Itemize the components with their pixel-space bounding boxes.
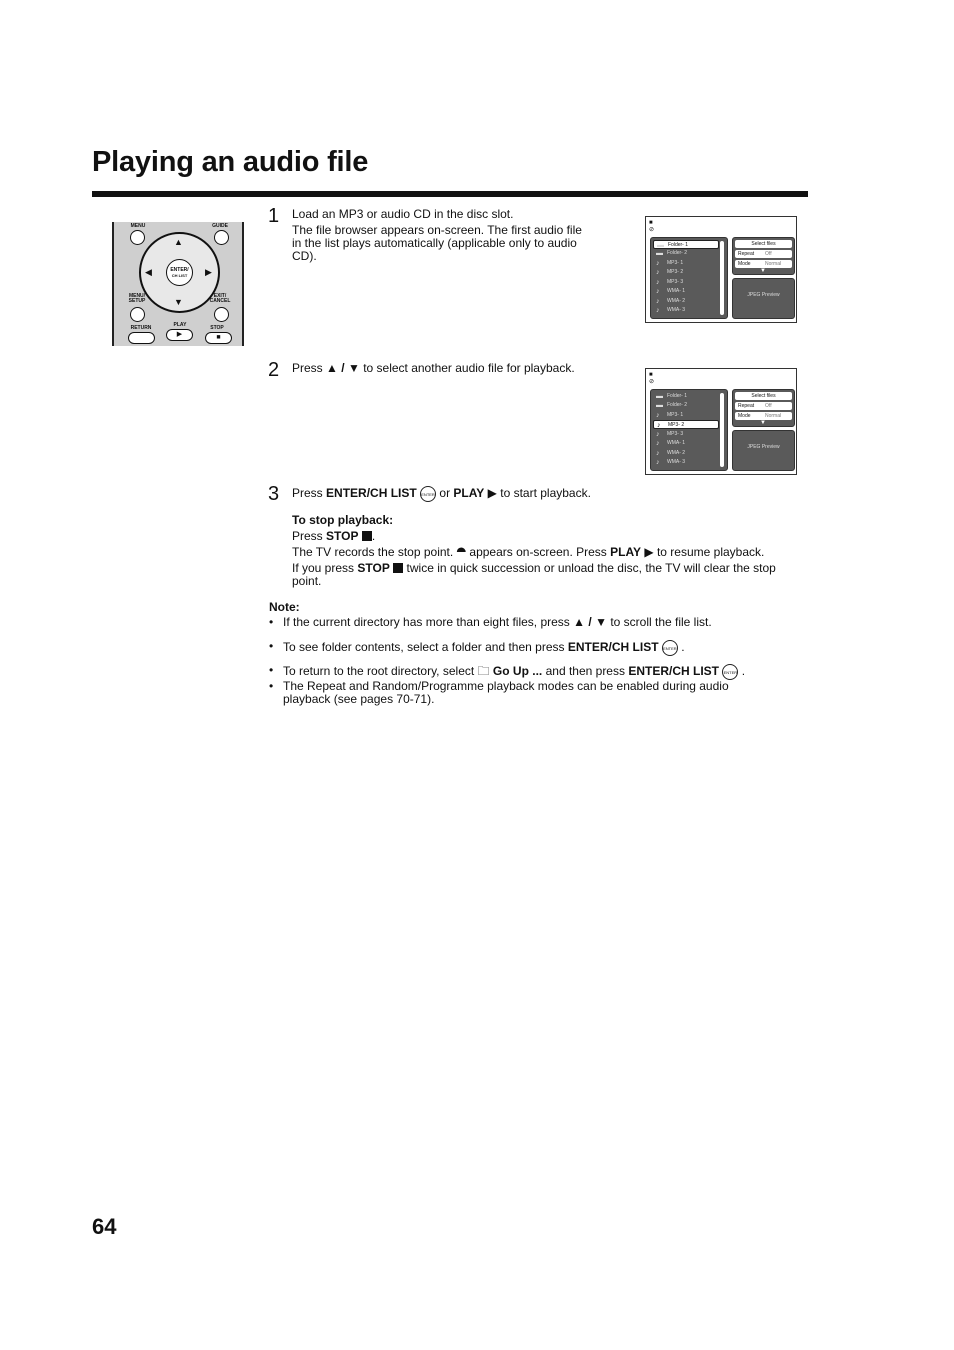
- music-note-icon: ♪: [656, 440, 660, 447]
- jpeg-preview: JPEG Preview: [732, 430, 795, 471]
- folder-icon: ▬: [656, 250, 663, 257]
- list-item: [653, 420, 719, 429]
- file-label: MP3- 2: [667, 269, 684, 275]
- file-label: Folder- 2: [667, 402, 688, 408]
- menu-setup-line1: MENU/: [128, 293, 146, 299]
- list-item: [653, 439, 719, 448]
- stop-line3: [292, 546, 812, 559]
- stop-icon: [362, 531, 372, 541]
- list-item: [653, 449, 719, 458]
- repeat-label: Repeat: [738, 251, 755, 257]
- folder-icon: ▬: [656, 393, 663, 400]
- stop-line3-play: PLAY: [610, 545, 642, 559]
- repeat-value: Off: [765, 403, 772, 409]
- jpeg-preview: JPEG Preview: [732, 278, 795, 319]
- step-1-number: 1: [268, 205, 280, 227]
- file-label: MP3- 2: [668, 422, 685, 428]
- select-files-field: Select files: [735, 392, 792, 400]
- step-3-text: [292, 486, 812, 502]
- file-label: Folder- 1: [668, 242, 689, 248]
- music-note-icon: ♪: [656, 269, 660, 276]
- scrollbar: [720, 393, 724, 467]
- menu-button: [130, 230, 145, 245]
- options-panel: [732, 389, 795, 427]
- folder-icon: ▬: [656, 402, 663, 409]
- enter-button-icon: ENTER: [722, 664, 738, 680]
- file-label: MP3- 3: [667, 431, 684, 437]
- play-icon: ▶: [644, 545, 654, 559]
- step-1-line1: Load an MP3 or audio CD in the disc slot.: [292, 207, 514, 221]
- enter-button: [166, 259, 193, 286]
- up-arrow-icon: ▲: [326, 361, 338, 375]
- repeat-value: Off: [765, 251, 772, 257]
- mode-value: Normal: [765, 413, 782, 419]
- mode-label: Mode: [738, 413, 751, 419]
- select-files-field: Select files: [735, 240, 792, 248]
- list-item: [653, 268, 719, 277]
- list-item: [653, 306, 719, 315]
- menu-setup-label: [126, 294, 148, 304]
- music-note-icon: ♪: [656, 279, 660, 286]
- file-browser-screen-1: [645, 216, 797, 323]
- note-b3-enter: ENTER/CH LIST: [628, 664, 719, 679]
- dpad-down-icon: ▼: [174, 297, 183, 307]
- file-list: [650, 237, 728, 319]
- step-2-slash: /: [341, 361, 345, 375]
- music-note-icon: ♪: [657, 422, 661, 429]
- list-item: [653, 297, 719, 306]
- stop-press-line: [292, 530, 375, 543]
- note-b2-enter: ENTER/CH LIST: [567, 640, 659, 655]
- list-item: [653, 392, 719, 401]
- stop-line4-stop: STOP: [357, 561, 390, 575]
- bullet-dot: •: [269, 679, 274, 693]
- folder-up-icon: 🗀: [477, 664, 490, 679]
- stop-line3-a: The TV records the stop point.: [292, 545, 454, 559]
- file-label: WMA- 1: [667, 440, 686, 446]
- note-bullet-1-text: [283, 616, 803, 629]
- music-note-icon: ♪: [656, 260, 660, 267]
- mode-value: Normal: [765, 261, 782, 267]
- list-item: [653, 249, 719, 258]
- scrollbar: [720, 241, 724, 315]
- exit-label: [208, 294, 232, 304]
- music-note-icon: ♪: [656, 298, 660, 305]
- enter-button-icon: ENTER: [662, 640, 678, 656]
- step-1-line2: The file browser appears on-screen. The first audio file in the list plays automatically (applicable only to audio CD).: [292, 223, 582, 263]
- menu-setup-line2: SETUP: [128, 298, 146, 304]
- title-rule: [92, 191, 808, 197]
- file-label: WMA- 2: [667, 450, 686, 456]
- menu-label: MENU: [130, 223, 146, 229]
- music-note-icon: ♪: [656, 450, 660, 457]
- play-button: ▶: [166, 329, 193, 341]
- stop-period: .: [371, 529, 376, 543]
- file-browser-screen-2: [645, 368, 797, 475]
- note-b1-a: If the current directory has more than eight files, press: [283, 615, 570, 629]
- note-bullet-3-text: [283, 664, 803, 680]
- stop-line4: [292, 562, 807, 588]
- stop-heading: To stop playback:: [292, 513, 394, 527]
- enter-chlist-label: ENTER/CH LIST: [326, 486, 417, 501]
- note-b1-b: to scroll the file list.: [610, 615, 712, 629]
- remote-illustration: [112, 222, 244, 346]
- file-label: MP3- 1: [667, 412, 684, 418]
- stop-label: STOP: [326, 529, 359, 543]
- repeat-field: [735, 250, 792, 258]
- mode-field: [735, 260, 792, 268]
- note-heading: Note:: [269, 600, 300, 614]
- file-label: Folder- 1: [667, 393, 688, 399]
- exit-line1: EXIT/: [213, 293, 227, 299]
- stop-line4-a: If you press: [292, 561, 355, 575]
- stop-line3-b: appears on-screen. Press: [469, 545, 607, 559]
- exit-line2: CANCEL: [209, 298, 231, 304]
- file-label: Folder- 2: [667, 250, 688, 256]
- guide-label: GUIDE: [212, 223, 228, 229]
- play-label: PLAY: [453, 486, 485, 501]
- chlist-label: CH LIST: [171, 273, 188, 278]
- list-item: [653, 411, 719, 420]
- bullet-dot: •: [269, 615, 274, 629]
- stop-line4-b: twice in quick succession or unload the disc, the TV will clear the stop point.: [292, 561, 776, 588]
- repeat-label: Repeat: [738, 403, 755, 409]
- note-b1-slash: /: [588, 615, 592, 629]
- mode-field: [735, 412, 792, 420]
- file-label: WMA- 3: [667, 307, 686, 313]
- down-arrow-icon: ▼: [347, 361, 360, 375]
- stop-button: ■: [205, 332, 232, 344]
- enter-label: ENTER/: [170, 267, 189, 273]
- options-panel: [732, 237, 795, 275]
- return-button: [128, 332, 155, 344]
- music-note-icon: ♪: [656, 288, 660, 295]
- file-label: WMA- 2: [667, 298, 686, 304]
- step-2-pre: Press: [292, 361, 323, 375]
- note-b2-end: .: [681, 640, 685, 655]
- list-item: [653, 278, 719, 287]
- play-icon: ▶: [487, 486, 497, 501]
- screen-status-icons: ■ ⊘: [649, 220, 655, 233]
- bullet-dot: •: [269, 663, 274, 677]
- step-2-number: 2: [268, 359, 280, 381]
- step-2-post: to select another audio file for playback.: [363, 361, 575, 375]
- repeat-field: [735, 402, 792, 410]
- file-label: MP3- 3: [667, 279, 684, 285]
- guide-button: [214, 230, 229, 245]
- exit-button: [214, 307, 229, 322]
- dpad-up-icon: ▲: [174, 237, 183, 247]
- stop-label: STOP: [210, 325, 224, 331]
- music-note-icon: ♪: [656, 459, 660, 466]
- mode-label: Mode: [738, 261, 751, 267]
- list-item: [653, 287, 719, 296]
- file-label: MP3- 1: [667, 260, 684, 266]
- file-label: WMA- 1: [667, 288, 686, 294]
- stop-press: Press: [292, 529, 323, 543]
- file-list: [650, 389, 728, 471]
- list-item: [653, 430, 719, 439]
- note-bullet-2-text: [283, 640, 803, 656]
- dpad-left-icon: ◀: [145, 267, 152, 277]
- step-3-pre: Press: [292, 486, 323, 501]
- down-arrow-icon: ▼: [595, 615, 607, 629]
- menu-setup-button: [130, 307, 145, 322]
- step-2-text: [292, 362, 592, 375]
- bookmark-icon: ⯊: [456, 545, 467, 559]
- note-b4: The Repeat and Random/Programme playback modes can be enabled during audio playback (see pages 70-71).: [283, 679, 729, 706]
- note-b3-b: and then press: [545, 664, 625, 679]
- note-b3-a: To return to the root directory, select: [283, 664, 475, 679]
- note-b3-end: .: [741, 664, 746, 679]
- stop-icon: [393, 563, 403, 573]
- list-item: [653, 259, 719, 268]
- play-label: PLAY: [173, 322, 187, 328]
- list-item: [653, 458, 719, 467]
- chevron-down-icon: ▼: [760, 268, 766, 274]
- page-title: Playing an audio file: [92, 146, 369, 178]
- dpad-right-icon: ▶: [205, 267, 212, 277]
- music-note-icon: ♪: [656, 412, 660, 419]
- chevron-down-icon: ▼: [760, 420, 766, 426]
- step-3-number: 3: [268, 483, 280, 505]
- page-number: 64: [92, 1214, 117, 1239]
- folder-icon: ▬: [657, 242, 664, 249]
- note-b2-a: To see folder contents, select a folder and then press: [283, 640, 565, 655]
- music-note-icon: ♪: [656, 431, 660, 438]
- enter-button-icon: ENTER: [420, 486, 436, 502]
- step-3-or: or: [439, 486, 451, 501]
- up-arrow-icon: ▲: [573, 615, 586, 629]
- note-b3-goup: Go Up ...: [492, 664, 543, 679]
- return-label: RETURN: [130, 325, 152, 331]
- step-3-post: to start playback.: [500, 486, 591, 501]
- music-note-icon: ♪: [656, 307, 660, 314]
- list-item: [653, 401, 719, 410]
- screen-status-icons: ■ ⊘: [649, 372, 655, 385]
- list-item: [653, 240, 719, 249]
- stop-line3-c: to resume playback.: [656, 545, 765, 559]
- bullet-dot: •: [269, 639, 274, 653]
- file-label: WMA- 3: [667, 459, 686, 465]
